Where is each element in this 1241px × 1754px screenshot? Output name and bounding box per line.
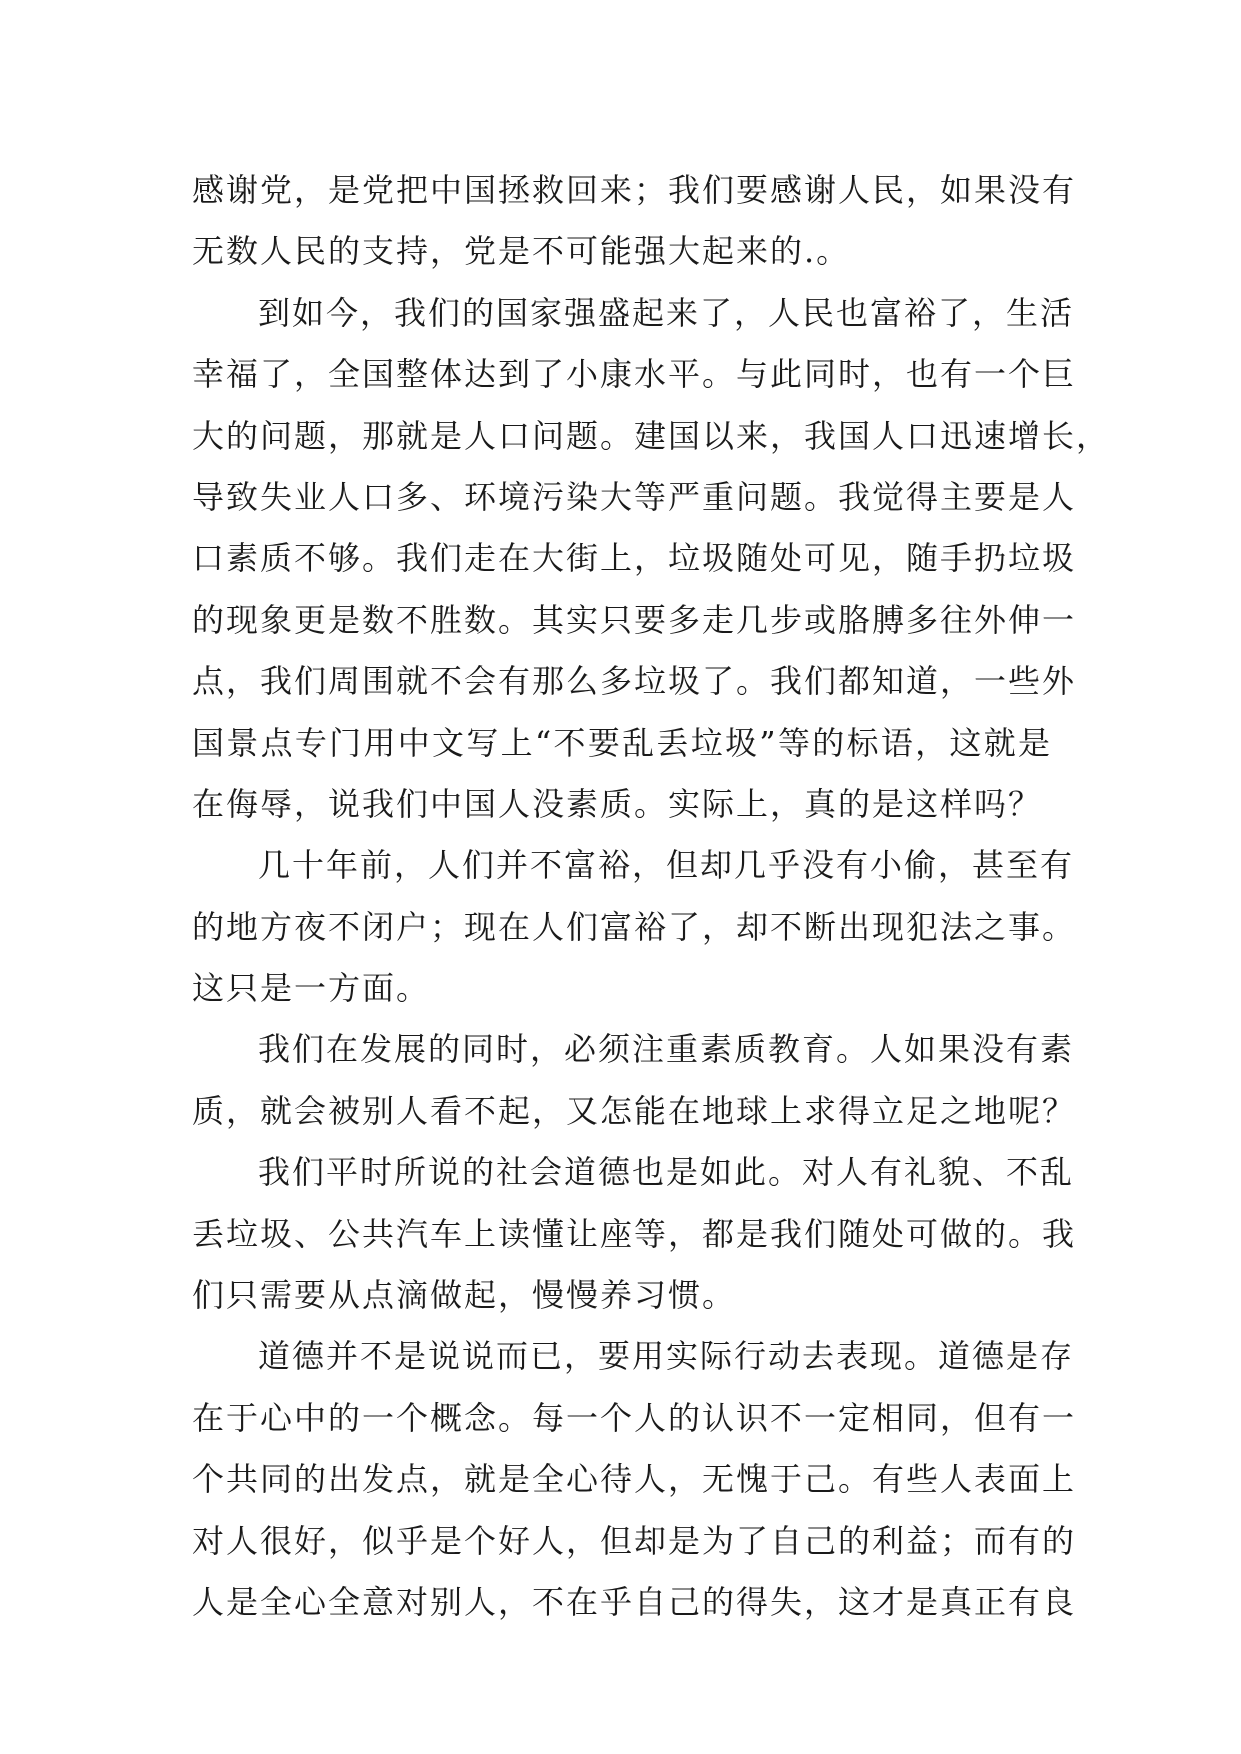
text-line-16: 质，就会被别人看不起，又怎能在地球上求得立足之地呢？	[192, 1091, 1077, 1130]
body-text	[192, 160, 1111, 1633]
text-line-6: 导致失业人口多、环境污染大等严重问题。我觉得主要是人	[192, 477, 1077, 516]
text-line-21: 在于心中的一个概念。每一个人的认识不一定相同，但有一	[192, 1398, 1077, 1437]
text-line-22: 个共同的出发点，就是全心待人，无愧于己。有些人表面上	[192, 1460, 1077, 1499]
text-line-10: 国景点专门用中文写上“不要乱丢垃圾”等的标语，这就是	[192, 723, 1052, 762]
text-line-23: 对人很好，似乎是个好人，但却是为了自己的利益；而有的	[192, 1521, 1077, 1560]
text-line-2: 无数人民的支持，党是不可能强大起来的.。	[192, 232, 851, 271]
text-line-11: 在侮辱，说我们中国人没素质。实际上，真的是这样吗？	[192, 784, 1043, 823]
text-line-24: 人是全心全意对别人，不在乎自己的得失，这才是真正有良	[192, 1582, 1077, 1621]
text-line-18: 丢垃圾、公共汽车上读懂让座等，都是我们随处可做的。我	[192, 1214, 1077, 1253]
text-line-3: 到如今，我们的国家强盛起来了，人民也富裕了，生活	[258, 293, 1075, 332]
text-line-14: 这只是一方面。	[192, 969, 431, 1008]
text-line-13: 的地方夜不闭户；现在人们富裕了，却不断出现犯法之事。	[192, 907, 1077, 946]
text-line-5: 大的问题，那就是人口问题。建国以来，我国人口迅速增长，	[192, 416, 1111, 455]
text-line-20: 道德并不是说说而已，要用实际行动去表现。道德是存	[258, 1337, 1075, 1376]
text-line-12: 几十年前，人们并不富裕，但却几乎没有小偷，甚至有	[258, 846, 1075, 885]
text-line-8: 的现象更是数不胜数。其实只要多走几步或胳膊多往外伸一	[192, 600, 1077, 639]
text-line-17: 我们平时所说的社会道德也是如此。对人有礼貌、不乱	[258, 1153, 1075, 1192]
text-line-19: 们只需要从点滴做起，慢慢养习惯。	[192, 1276, 737, 1315]
text-line-1: 感谢党，是党把中国拯救回来；我们要感谢人民，如果没有	[192, 171, 1077, 209]
text-line-9: 点，我们周围就不会有那么多垃圾了。我们都知道，一些外	[192, 662, 1077, 701]
text-line-4: 幸福了，全国整体达到了小康水平。与此同时，也有一个巨	[192, 355, 1077, 394]
text-line-15: 我们在发展的同时，必须注重素质教育。人如果没有素	[258, 1030, 1075, 1069]
text-line-7: 口素质不够。我们走在大街上，垃圾随处可见，随手扔垃圾	[192, 539, 1077, 578]
